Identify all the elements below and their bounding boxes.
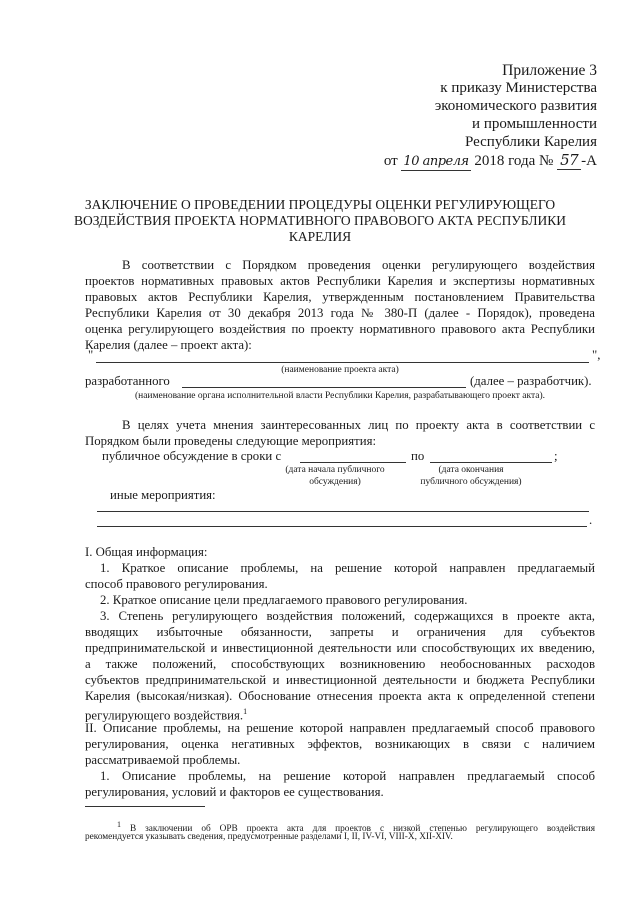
act-name-quote-close: ", — [592, 348, 601, 362]
public-discussion-end: ; — [554, 449, 558, 463]
section1-item3-line7-text: регулирующего воздействия. — [85, 708, 244, 723]
appendix-number: Приложение 3 — [502, 62, 597, 79]
section1-item3-line1: 3. Степень регулирующего воздействия положений, содержащихся в проекте акта, — [100, 609, 595, 623]
date-year: 2018 года № — [474, 153, 554, 169]
start-date-caption: (дата начала публичного обсуждения) — [285, 465, 385, 487]
title-line1: ЗАКЛЮЧЕНИЕ О ПРОВЕДЕНИИ ПРОЦЕДУРЫ ОЦЕНКИ РЕГУЛИРУЮЩЕГО — [84, 197, 556, 212]
section1-item1-line2: способ правового регулирования. — [85, 577, 268, 591]
date-prefix: от — [383, 153, 398, 169]
developer-label: разработанного — [85, 374, 170, 388]
act-name-field[interactable] — [96, 362, 589, 363]
measures-line2: Порядком были проведены следующие мероприятия: — [85, 434, 377, 448]
act-name-caption: (наименование проекта акта) — [281, 365, 399, 375]
intro-line2: проектов нормативных правовых актов Республики Карелия и экспертизы нормативных — [85, 274, 595, 288]
section2-item1-line2: регулирования, условий и факторов ее существования. — [85, 785, 384, 799]
ministry-name-line2: и промышленности — [472, 116, 597, 132]
intro-line3: правовых актов Республики Карелия, утвержденным постановлением Правительства — [85, 290, 595, 304]
act-name-quote-open: " — [88, 348, 94, 362]
other-measures-field-1[interactable] — [97, 511, 589, 512]
intro-line4: Республики Карелия от 30 декабря 2013 года № 380-П (далее - Порядок), проведена — [85, 306, 595, 320]
public-discussion-end-field[interactable] — [430, 462, 552, 463]
handwritten-date: 10 апреля — [403, 154, 469, 169]
developer-caption: (наименование органа исполнительной власти Республики Карелия, разрабатывающего проект акта). — [134, 391, 546, 401]
ministry-name-line3: Республики Карелия — [464, 134, 597, 150]
section1-item2: 2. Краткое описание цели предлагаемого правового регулирования. — [100, 593, 468, 607]
section2-heading-line3: рассматриваемой проблемы. — [85, 753, 241, 767]
number-suffix: -А — [581, 153, 597, 169]
ministry-name-line1: экономического развития — [434, 98, 597, 114]
section2-item1-line1: 1. Описание проблемы, на решение которой направлен предлагаемый способ — [100, 769, 595, 783]
section1-item3-line2: вводящих избыточные обязанности, запреты и ограничения для субъектов — [85, 625, 595, 639]
handwritten-number: 57 — [557, 152, 581, 170]
section2-heading-line1: II. Описание проблемы, на решение которой направлен предлагаемый способ правового — [85, 721, 595, 735]
section1-item3-line5: субъектов предпринимательской и инвестиционной деятельности и бюджета Республики — [85, 673, 595, 687]
section2-heading-line2: регулирования, оценка негативных эффектов, возникающих в связи с наличием — [85, 737, 595, 751]
section1-item3-line3: предпринимательской и инвестиционной деятельности или способствующих их введению, — [85, 641, 595, 655]
footnote-number: 1 — [117, 820, 121, 829]
section1-item3-line6: Карелия (высокая/низкая). Обоснование отнесения проекта акта к определенной степени — [85, 689, 595, 703]
measures-line1: В целях учета мнения заинтересованных лиц по проекту акта в соответствии с — [122, 418, 595, 432]
footnote-reference[interactable]: 1 — [243, 707, 248, 716]
order-reference: к приказу Министерства — [440, 80, 597, 96]
title-line2: ВОЗДЕЙСТВИЯ ПРОЕКТА НОРМАТИВНОГО ПРАВОВОГО АКТА РЕСПУБЛИКИ — [73, 213, 567, 228]
other-measures-end: . — [589, 513, 593, 527]
other-measures-field-2[interactable] — [97, 526, 587, 527]
section1-item1-line1: 1. Краткое описание проблемы, на решение которой направлен предлагаемый — [100, 561, 595, 575]
footnote-line1-text: В заключении об ОРВ проекта акта для проектов с низкой степенью регулирующего воздействия — [129, 824, 596, 835]
intro-line5: оценка регулирующего воздействия по проекту нормативного правового акта Республики — [85, 322, 595, 336]
developer-field[interactable] — [182, 387, 466, 388]
public-discussion-start-field[interactable] — [300, 462, 406, 463]
section1-item3-line4: а также положений, способствующих возникновению необоснованных расходов — [85, 657, 595, 671]
intro-line6: Карелия (далее – проект акта): — [85, 338, 252, 352]
intro-line1: В соответствии с Порядком проведения оценки регулирующего воздействия — [122, 258, 595, 272]
section1-heading: I. Общая информация: — [85, 545, 208, 559]
footnote-line2: рекомендуется указывать сведения, предусмотренные разделами I, II, IV-VI, VIII-X, XII-XIV. — [85, 832, 453, 842]
title-line3: КАРЕЛИЯ — [288, 229, 352, 244]
order-date-line — [384, 152, 597, 171]
footnote-separator — [85, 806, 205, 807]
end-date-caption: (дата окончания публичного обсуждения) — [420, 465, 522, 487]
public-discussion-to: по — [411, 449, 425, 463]
developer-suffix: (далее – разработчик). — [470, 374, 592, 388]
public-discussion-label: публичное обсуждение в сроки с — [102, 449, 282, 463]
other-measures-label: иные мероприятия: — [110, 488, 216, 502]
